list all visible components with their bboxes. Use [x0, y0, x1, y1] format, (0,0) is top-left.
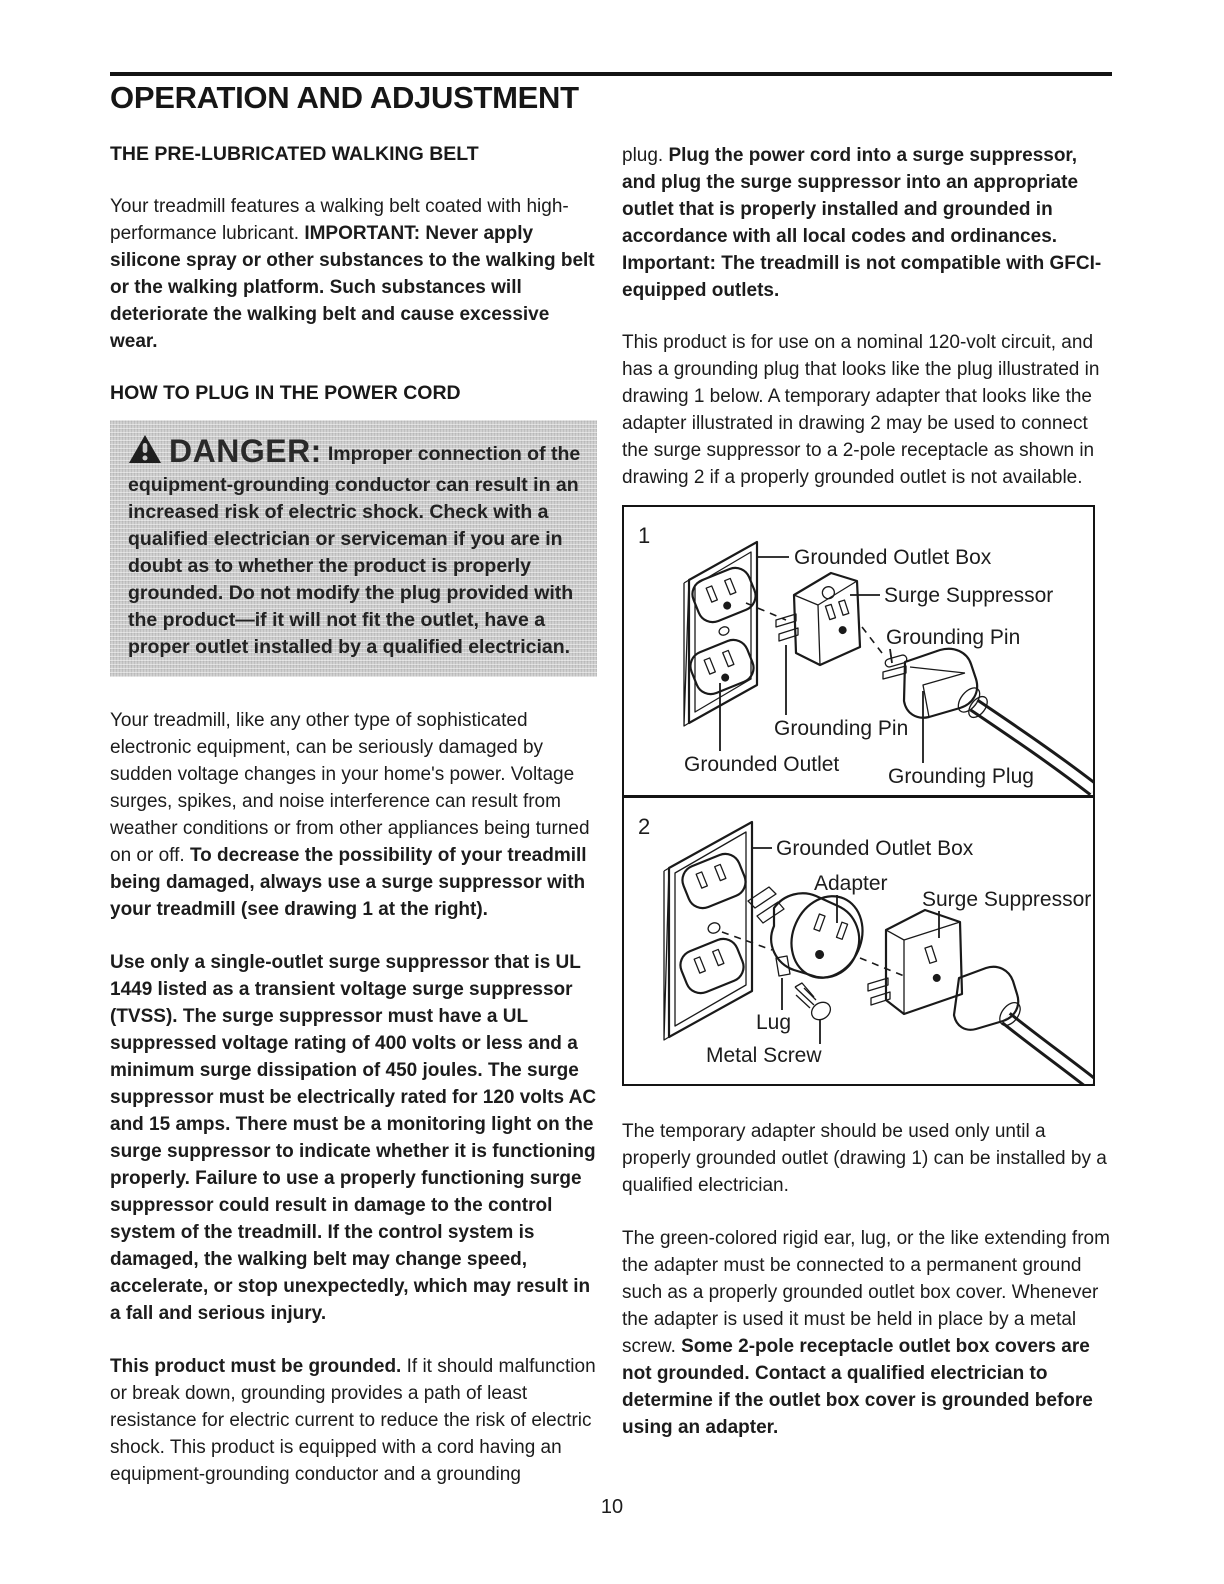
- adapter: [748, 885, 875, 989]
- label-surge-suppressor-1: Surge Suppressor: [884, 584, 1054, 607]
- leader-grounding-pin-upper: [890, 649, 892, 663]
- left-column: [110, 142, 597, 1488]
- paragraph-walking-belt-bold: IMPORTANT: Never apply silicone spray or other substances to the walking belt or the walking platform. Such substances will deteriorate the walking belt and cause excessive wear.: [110, 223, 595, 352]
- outlet-2-lower: [676, 934, 748, 997]
- paragraph-plug-cord: [622, 142, 1112, 304]
- label-grounded-outlet-box-2: Grounded Outlet Box: [776, 837, 974, 860]
- paragraph-grounding-bold: This product must be grounded.: [110, 1356, 407, 1377]
- paragraph-circuit: This product is for use on a nominal 120-volt circuit, and has a grounding plug that looks like the plug illustrated in drawing 1 below. A temporary adapter that looks like the adapter illustrated in drawing 2 may be used to connect the surge suppressor to a 2-pole receptacle as shown in drawing 2 if a properly grounded outlet is not available.: [622, 332, 1100, 488]
- danger-body: Improper connection of the equipment-grounding conductor can result in an increased risk of electric shock. Check with a qualified electrician or serviceman if you are in doubt as to whether the product is properly grounded. Do not modify the plug provided with the product—if it will not fit the outlet, have a proper outlet installed by a qualified electrician.: [128, 443, 581, 658]
- paragraph-green-ear-bold: Some 2-pole receptacle outlet box covers are not grounded. Contact a qualified electrician to determine if the outlet box cover is grounded before using an adapter.: [622, 1336, 1093, 1438]
- paragraph-surge-suppressor-bold: Use only a single-outlet surge suppressor that is UL 1449 listed as a transient voltage surge suppressor (TVSS). The surge suppressor must have a UL suppressed voltage rating of 400 volts or less and a minimum surge dissipation of 450 joules. The surge suppressor must be electrically rated for 120 volts AC and 15 amps. There must be a monitoring light on the surge suppressor to indicate whether it is functioning properly. Failure to use a properly functioning surge suppressor could result in damage to the control system of the treadmill. If the control system is damaged, the walking belt may change speed, accelerate, or stop unexpectedly, which may result in a fall and serious injury.: [110, 952, 597, 1324]
- danger-word: DANGER:: [169, 433, 322, 469]
- grounded-outlet-upper: [688, 563, 760, 626]
- dashed-connection-1: [746, 603, 786, 620]
- grounded-outlet-lower: [686, 635, 758, 698]
- outlet-2-upper: [678, 849, 750, 912]
- paragraph-walking-belt: [110, 193, 597, 355]
- paragraph-green-ear: [622, 1225, 1112, 1441]
- danger-text: [128, 434, 581, 661]
- metal-screw: [795, 983, 834, 1023]
- paragraph-plug-cord-regular: plug.: [622, 145, 669, 166]
- drawing-2: [624, 798, 1093, 1084]
- label-grounding-pin-upper: Grounding Pin: [886, 626, 1021, 649]
- label-grounding-pin-lower: Grounding Pin: [774, 717, 909, 740]
- title-rule: [110, 72, 1112, 76]
- drawing-1-number: 1: [638, 523, 651, 548]
- paragraph-grounding: [110, 1353, 597, 1488]
- section-heading-walking-belt: THE PRE-LUBRICATED WALKING BELT: [110, 143, 479, 165]
- paragraph-temporary-adapter: The temporary adapter should be used only until a properly grounded outlet (drawing 1) can be installed by a qualified electrician.: [622, 1121, 1107, 1196]
- dashed-connection-4: [860, 958, 904, 976]
- paragraph-grounding-regular: If it should malfunction or break down, grounding provides a path of least resistance for electric current to reduce the risk of electric shock. This product is equipped with a cord having an equipment-grounding conductor and a grounding: [110, 1356, 596, 1485]
- paragraph-voltage-bold: To decrease the possibility of your treadmill being damaged, always use a surge suppressor with your treadmill (see drawing 1 at the right).: [110, 845, 587, 920]
- paragraph-plug-cord-bold: Plug the power cord into a surge suppressor, and plug the surge suppressor into an appropriate outlet that is properly installed and grounded in accordance with all local codes and ordinances. Important: The treadmill is not compatible with GFCI-equipped outlets.: [622, 145, 1102, 301]
- outlet-plate: [684, 542, 760, 726]
- outlet-plate-2: [664, 822, 752, 1040]
- dashed-connection-2: [862, 627, 882, 653]
- label-adapter: Adapter: [814, 872, 888, 895]
- label-metal-screw: Metal Screw: [706, 1044, 822, 1067]
- page-number: 10: [600, 1496, 624, 1518]
- danger-warning-box: [110, 420, 597, 677]
- label-grounding-plug: Grounding Plug: [888, 765, 1034, 788]
- label-surge-suppressor-2: Surge Suppressor: [922, 888, 1092, 911]
- paragraph-voltage-regular: Your treadmill, like any other type of sophisticated electronic equipment, can be seriously damaged by sudden voltage changes in your home's power. Voltage surges, spikes, and noise interference can result from weather conditions or from other appliances being turned on or off.: [110, 710, 590, 866]
- wiring-diagram: [622, 505, 1095, 1086]
- drawing-1-panel: [624, 507, 1093, 798]
- drawing-2-panel: [624, 798, 1093, 1084]
- paragraph-green-ear-regular: The green-colored rigid ear, lug, or the like extending from the adapter must be connected to a permanent ground such as a properly grounded outlet box cover. Whenever the adapter is used it must be held in place by a metal screw.: [622, 1228, 1110, 1357]
- page-title: OPERATION AND ADJUSTMENT: [110, 80, 579, 115]
- surge-suppressor-2: [868, 910, 1092, 1084]
- label-grounded-outlet: Grounded Outlet: [684, 753, 840, 776]
- drawing-2-number: 2: [638, 814, 651, 839]
- paragraph-walking-belt-regular: Your treadmill features a walking belt coated with high-performance lubricant.: [110, 196, 569, 244]
- section-heading-power-cord: HOW TO PLUG IN THE POWER CORD: [110, 382, 461, 404]
- paragraph-voltage: [110, 707, 597, 923]
- drawing-1: [624, 507, 1093, 795]
- right-column: [622, 142, 1112, 1441]
- label-lug: Lug: [756, 1011, 792, 1034]
- warning-triangle-icon: [128, 434, 162, 472]
- paragraph-surge-suppressor: [110, 949, 597, 1327]
- label-grounded-outlet-box-1: Grounded Outlet Box: [794, 546, 992, 569]
- surge-suppressor-1: [776, 573, 860, 665]
